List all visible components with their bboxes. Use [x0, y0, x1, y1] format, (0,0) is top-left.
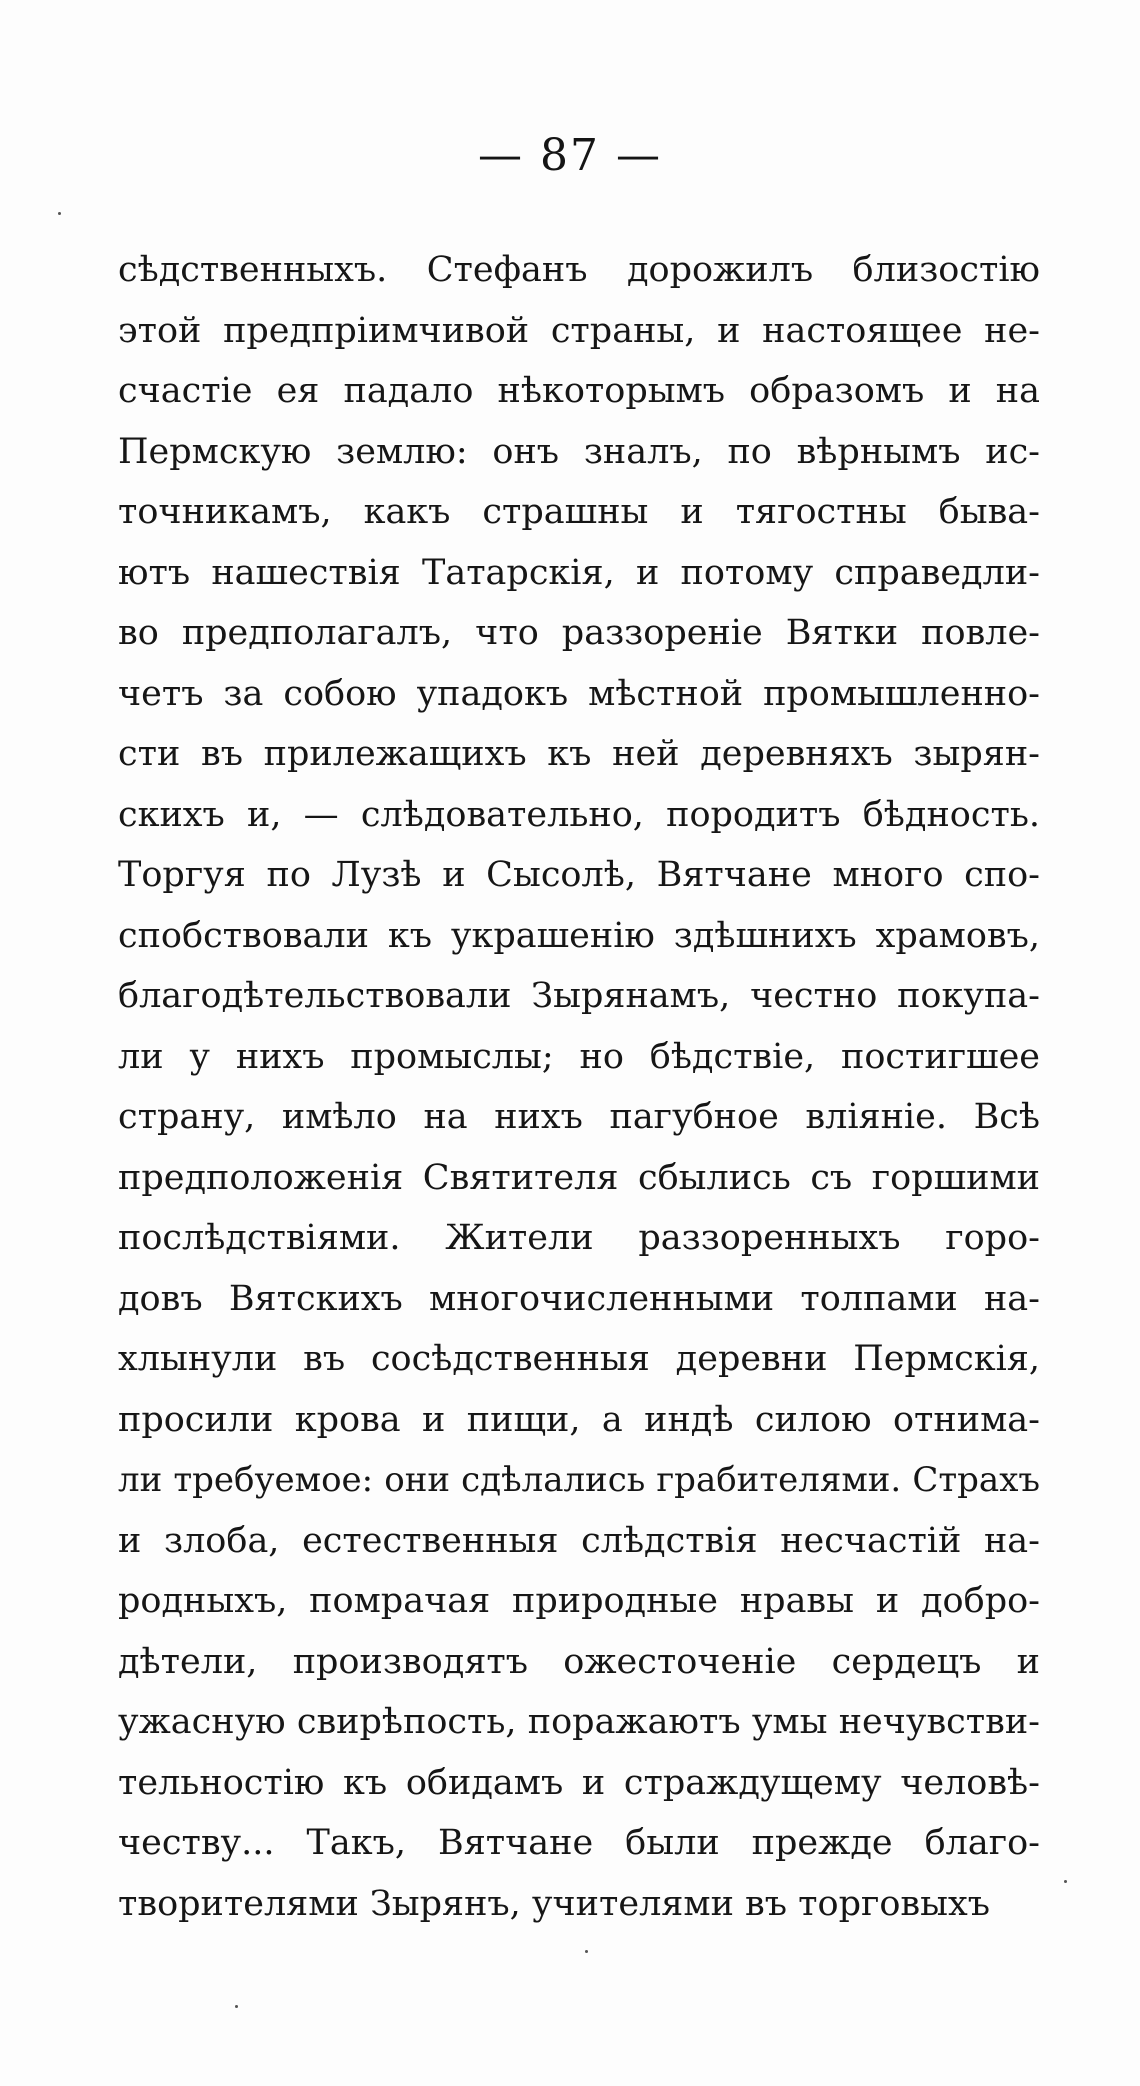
text-line: ужасную свирѣпость, поражаютъ умы нечувстви- [118, 1702, 1040, 1742]
text-line: дѣтели, производятъ ожесточеніе сердецъ и [118, 1641, 1040, 1682]
text-line: благодѣтельствовали Зырянамъ, честно покупа- [118, 976, 1040, 1016]
text-line: довъ Вятскихъ многочисленными толпами на- [118, 1278, 1040, 1319]
text-line: счастіе ея падало нѣкоторымъ образомъ и на [118, 371, 1040, 411]
text-line: ли требуемое: они сдѣлались грабителями. Страхъ [118, 1460, 1040, 1500]
text-line: тельностію къ обидамъ и страждущему человѣ- [118, 1762, 1040, 1803]
text-line: четъ за собою упадокъ мѣстной промышленно- [118, 673, 1040, 714]
text-line: сѣдственныхъ. Стефанъ дорожилъ близостію [118, 250, 1040, 290]
text-line: родныхъ, помрачая природные нравы и добро- [118, 1581, 1040, 1621]
scan-speck [235, 2005, 238, 2008]
text-line: страну, имѣло на нихъ пагубное вліяніе. Всѣ [118, 1097, 1040, 1137]
text-line: творителями Зырянъ, учителями въ торговыхъ [118, 1883, 990, 1924]
text-line: просили крова и пищи, а индѣ силою отнима- [118, 1399, 1040, 1440]
text-line: Пермскую землю: онъ зналъ, по вѣрнымъ ис- [118, 431, 1040, 472]
scan-speck [1064, 1880, 1067, 1883]
text-line: Торгуя по Лузѣ и Сысолѣ, Вятчане много спо- [118, 855, 1040, 895]
text-line: точникамъ, какъ страшны и тягостны быва- [118, 492, 1040, 532]
text-line: предположенія Святителя сбылись съ горшими [118, 1157, 1040, 1198]
text-line: этой предпріимчивой страны, и настоящее не- [118, 310, 1040, 351]
text-line: послѣдствіями. Жители раззоренныхъ горо- [118, 1218, 1040, 1258]
scan-speck [58, 212, 61, 215]
page-number: — 87 — [478, 130, 662, 181]
text-line: ютъ нашествія Татарскія, и потому справедли- [118, 552, 1040, 593]
text-line: во предполагалъ, что раззореніе Вятки повле- [118, 613, 1040, 653]
text-line: спобствовали къ украшенію здѣшнихъ храмовъ, [118, 915, 1040, 956]
scan-speck [585, 1950, 588, 1953]
text-line: сти въ прилежащихъ къ ней деревняхъ зырян- [118, 734, 1040, 774]
text-line: и злоба, естественныя слѣдствія несчастій на- [118, 1520, 1040, 1561]
body-text [118, 240, 1040, 1934]
text-line: честву... Такъ, Вятчане были прежде благо- [118, 1823, 1040, 1863]
text-line: ли у нихъ промыслы; но бѣдствіе, постигшее [118, 1036, 1040, 1077]
text-line: хлынули въ сосѣдственныя деревни Пермскія, [118, 1339, 1040, 1379]
text-line: скихъ и, — слѣдовательно, породитъ бѣдность. [118, 794, 1040, 835]
